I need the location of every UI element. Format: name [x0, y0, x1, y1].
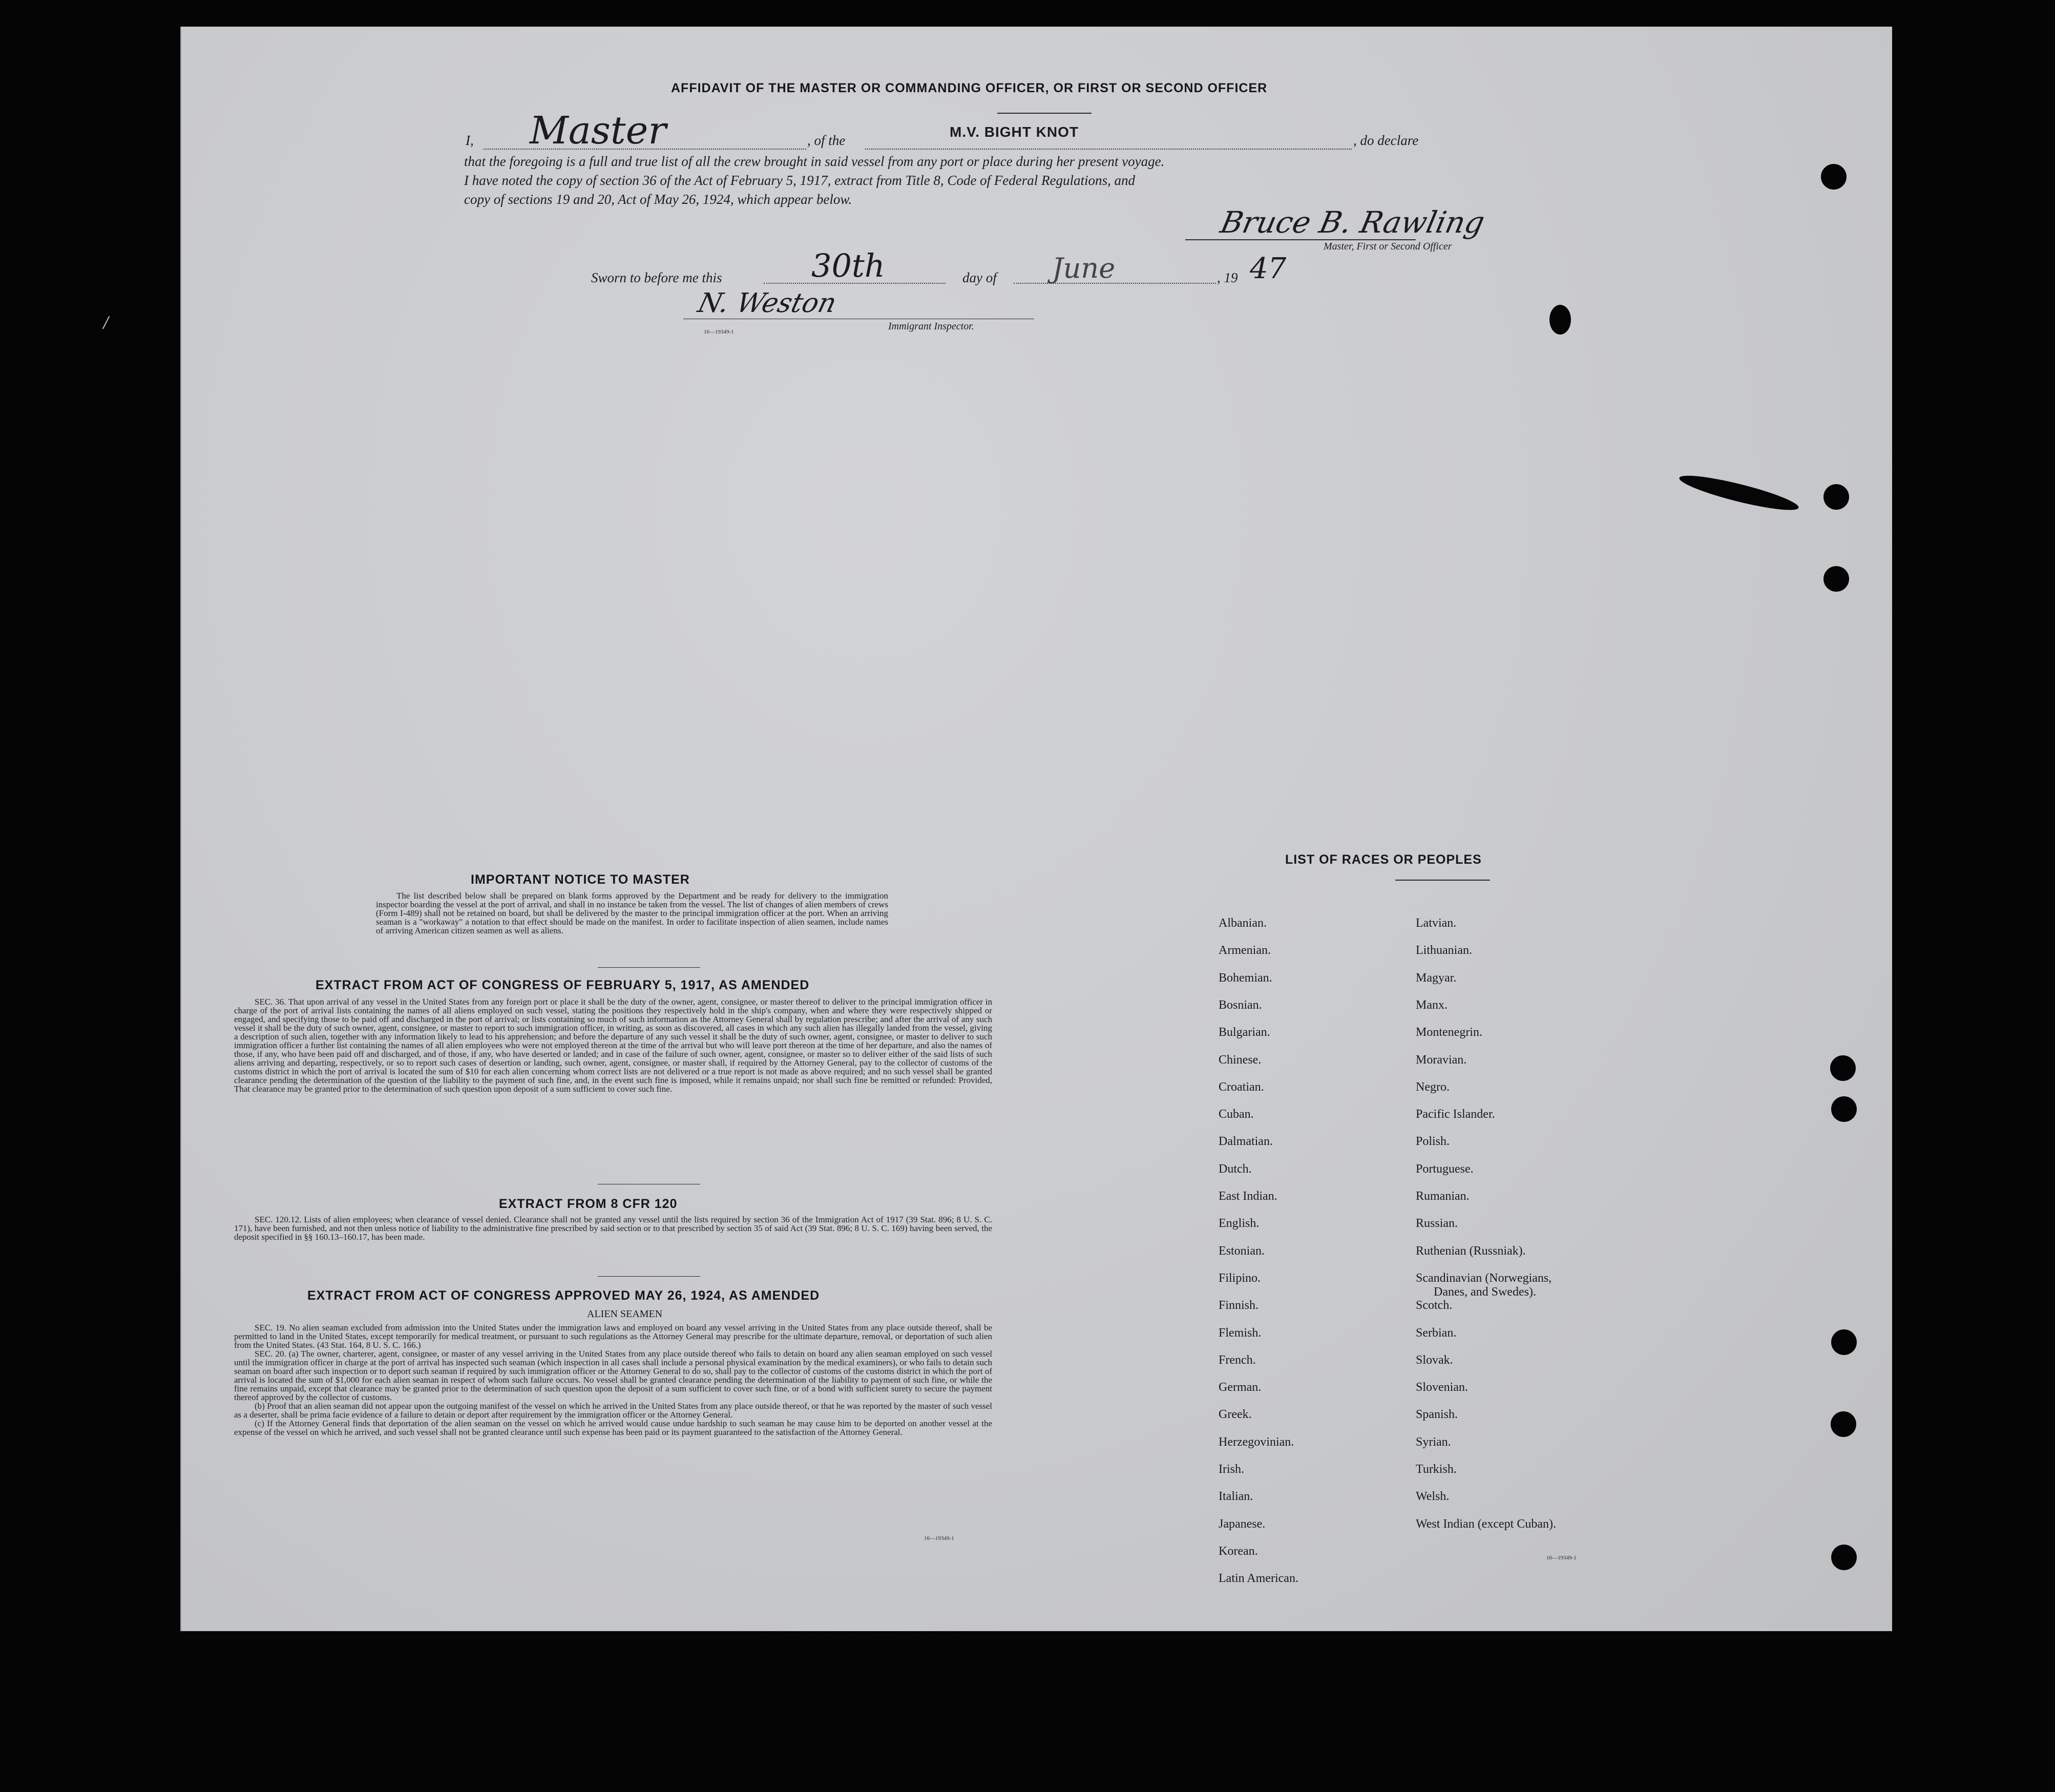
- affidavit-title: AFFIDAVIT OF THE MASTER OR COMMANDING OFFICER, OR FIRST OR SECOND OFFICER: [671, 81, 1268, 95]
- extract-1917-title: EXTRACT FROM ACT OF CONGRESS OF FEBRUARY 5, 1917, AS AMENDED: [316, 978, 810, 992]
- race-item: Dutch.: [1219, 1162, 1252, 1176]
- race-item: Albanian.: [1219, 916, 1267, 930]
- master-caption: Master, First or Second Officer: [1324, 241, 1452, 252]
- race-item: Cuban.: [1219, 1108, 1254, 1121]
- master-signature-line: [1185, 239, 1416, 240]
- race-item: Manx.: [1416, 998, 1448, 1012]
- affidavit-line-3: I have noted the copy of section 36 of the Act of February 5, 1917, extract from Title 8, Code of Federal Regulations, and: [464, 173, 1136, 188]
- race-item: Irish.: [1219, 1463, 1244, 1476]
- race-item: Slovenian.: [1416, 1381, 1468, 1394]
- notice-text: [376, 891, 888, 935]
- race-item: Croatian.: [1219, 1080, 1264, 1094]
- race-item: Moravian.: [1416, 1053, 1467, 1067]
- affidavit-line-2: that the foregoing is a full and true list of all the crew brought in said vessel from any port or place during her present voyage.: [464, 154, 1165, 169]
- race-item: Montenegrin.: [1416, 1026, 1482, 1039]
- race-item: West Indian (except Cuban).: [1416, 1517, 1556, 1531]
- year-prefix: , 19: [1217, 270, 1238, 285]
- affidavit-i: I,: [466, 133, 474, 148]
- affidavit-line-4: copy of sections 19 and 20, Act of May 26, 1924, which appear below.: [464, 192, 852, 207]
- notice-title: IMPORTANT NOTICE TO MASTER: [471, 872, 690, 887]
- punch-hole: [1831, 1096, 1857, 1122]
- affidavit-form-number: 16—19349-1: [704, 329, 734, 335]
- race-item: Polish.: [1416, 1135, 1450, 1149]
- punch-hole: [1823, 566, 1849, 592]
- race-item: English.: [1219, 1217, 1260, 1231]
- punch-hole: [1823, 484, 1849, 510]
- race-item: Flemish.: [1219, 1326, 1262, 1340]
- race-item: Serbian.: [1416, 1326, 1457, 1340]
- punch-hole: [1830, 1055, 1856, 1081]
- punch-hole: [1831, 1329, 1857, 1355]
- alien-seamen-subtitle: ALIEN SEAMEN: [587, 1308, 663, 1320]
- extract-cfr-text: [234, 1215, 992, 1241]
- affidavit-of-the: , of the: [807, 133, 846, 148]
- master-signature: Bruce B. Rawling: [1217, 205, 1488, 240]
- race-item: Scandinavian (Norwegians,: [1416, 1271, 1552, 1285]
- race-item: Finnish.: [1219, 1299, 1259, 1312]
- sec20a-paragraph: SEC. 20. (a) The owner, charterer, agent, consignee, or master of any vessel arriving in the United States from any place outside thereof who fails to detain on board any alien seaman employed on such vessel until the immigration officer in charge at the port of arrival has inspected such seaman (which inspection in all cases shall include a personal physical examination by the medical examiners), or who fails to detain such seaman on board after such inspection or to deport such seaman if required by such immigration officer or the Attorney General to do so, shall pay to the collector of customs of the customs district in which the port of arrival is located the sum of $1,000 for each alien seaman in respect of whom such failure occurs. No vessel shall be granted clearance pending the determination of the liability to payment of such fine, or while the fine remains unpaid, except that clearance may be granted prior to the determination of such question upon the deposit of a sum sufficient to cover such fine, or of a bond with sufficient surety to secure the payment thereof approved by the collector of customs.: [234, 1349, 992, 1402]
- ink-blot: [1549, 305, 1571, 335]
- extract-1924-text: [234, 1323, 992, 1436]
- race-item: Italian.: [1219, 1490, 1253, 1504]
- race-item: Korean.: [1219, 1544, 1258, 1558]
- inspector-signature: N. Weston: [695, 288, 840, 319]
- races-rule: [1395, 880, 1490, 881]
- sworn-month: June: [1052, 252, 1116, 284]
- sec36-paragraph: SEC. 36. That upon arrival of any vessel in the United States from any foreign port or place it shall be the duty of the owner, agent, consignee, or master thereof to deliver to the principal immigration officer in charge of the port of arrival lists containing the names of all aliens employed on such vessel, stating the positions they respectively hold in the ship's company, when and where they were respectively shipped or engaged, and specifying those to be paid off and discharged in the port of arrival; or lists containing so much of such information as the Attorney General shall by regulation prescribe; and after the arrival of any such vessel it shall be the duty of such owner, agent, consignee, or master to report to such immigration officer, in writing, as soon as discovered, all cases in which any such alien has illegally landed from the vessel, giving a description of such alien, together with any information likely to lead to his apprehension; and before the departure of any such vessel it shall be the duty of such owner, agent, consignee, or master to deliver to such immigration officer a further list containing the names of all alien employees who were not employed thereon at the time of the arrival but who will leave port thereon at the time of her departure, and also the names of those, if any, who have been paid off and discharged, and of those, if any, who have deserted or landed; and in case of the failure of such owner, agent, consignee, or master so to deliver either of the said lists of such aliens arriving and departing, respectively, or so to report such cases of desertion or landing, such owner, agent, consignee, or master shall, if required by the Attorney General, pay to the collector of customs of the customs district in which the port of arrival is located the sum of $10 for each alien concerning whom correct lists are not delivered or a true report is not made as above required; and no such vessel shall be granted clearance pending the determination of the question of the liability to the payment of such fine, and, in the event such fine is imposed, while it remains unpaid; nor shall such fine be remitted or refunded: Provided, That clearance may be granted prior to the determination of such question upon deposit of a sum sufficient to cover such fine.: [234, 997, 992, 1094]
- race-item: Lithuanian.: [1416, 944, 1472, 957]
- race-item: Greek.: [1219, 1408, 1252, 1422]
- race-item: Dalmatian.: [1219, 1135, 1273, 1149]
- race-item: Negro.: [1416, 1080, 1450, 1094]
- races-form-number: 16—19349-1: [1546, 1555, 1577, 1561]
- race-item: East Indian.: [1219, 1190, 1277, 1203]
- race-item: Latvian.: [1416, 916, 1457, 930]
- race-item: Filipino.: [1219, 1271, 1261, 1285]
- sec19-paragraph: SEC. 19. No alien seaman excluded from admission into the United States under the immigration laws and employed on board any vessel arriving in the United States from any place outside thereof, shall be permitted to land in the United States, except temporarily for medical treatment, or pursuant to such regulations as the Attorney General may prescribe for the ultimate departure, removal, or deportation of such alien from the United States. (43 Stat. 164, 8 U. S. C. 166.): [234, 1323, 992, 1350]
- race-item: Scotch.: [1416, 1299, 1453, 1312]
- race-item: Spanish.: [1416, 1408, 1458, 1422]
- day-of: day of: [962, 270, 997, 285]
- extract-cfr-rule: [598, 1276, 700, 1277]
- race-item: Armenian.: [1219, 944, 1271, 957]
- punch-hole: [1821, 164, 1847, 190]
- manifest-page: [103, 27, 1892, 1631]
- sworn-prefix: Sworn to before me this: [591, 270, 722, 285]
- race-item: Russian.: [1416, 1217, 1458, 1231]
- sec20b-paragraph: (b) Proof that an alien seaman did not appear upon the outgoing manifest of the vessel on which he arrived in the United States from any place outside thereof, or that he was reported by the master of such vessel as a deserter, shall be prima facie evidence of a failure to detain or deport after requirement by the immigration officer or the Attorney General.: [234, 1401, 992, 1420]
- race-item: Ruthenian (Russniak).: [1416, 1244, 1526, 1258]
- race-item: Welsh.: [1416, 1490, 1450, 1504]
- extract-1917-text: [234, 997, 992, 1093]
- sworn-day: 30th: [811, 247, 885, 284]
- sec20c-paragraph: (c) If the Attorney General finds that deportation of the alien seaman on the vessel on which he arrived would cause undue hardship to such seaman he may cause him to be deported on another vessel at the expense of the vessel on which he arrived, and such vessel shall not be granted clearance until such expense has been paid or its payment guaranteed to the satisfaction of the Attorney General.: [234, 1419, 992, 1437]
- race-item: Herzegovinian.: [1219, 1435, 1294, 1449]
- year-suffix: 47: [1250, 252, 1287, 285]
- inspector-caption: Immigrant Inspector.: [888, 321, 974, 332]
- punch-hole: [1831, 1545, 1857, 1570]
- margin-mark: /: [103, 314, 109, 331]
- race-item: Rumanian.: [1416, 1190, 1470, 1203]
- race-item: Pacific Islander.: [1416, 1108, 1495, 1121]
- notice-paragraph: The list described below shall be prepared on blank forms approved by the Department and be ready for delivery to the immigration inspector boarding the vessel at the port of arrival, and shall in no instance be taken from the vessel. The list of changes of alien members of crews (Form I-489) shall not be retained on board, but shall be delivered by the master to the principal immigration officer at the port. When an arriving seaman is a "workaway" a notation to that effect should be made on the manifest. In order to facilitate inspection of alien seamen, include names of arriving American citizen seamen as well as aliens.: [376, 891, 888, 935]
- extract-1924-title: EXTRACT FROM ACT OF CONGRESS APPROVED MAY 26, 1924, AS AMENDED: [307, 1288, 820, 1303]
- race-item: Chinese.: [1219, 1053, 1262, 1067]
- race-item: French.: [1219, 1353, 1256, 1367]
- race-item: Bosnian.: [1219, 998, 1262, 1012]
- race-item: Bohemian.: [1219, 971, 1272, 985]
- race-item: Portuguese.: [1416, 1162, 1474, 1176]
- race-item: German.: [1219, 1381, 1262, 1394]
- race-item: Latin American.: [1219, 1572, 1298, 1586]
- races-title: LIST OF RACES OR PEOPLES: [1285, 852, 1482, 867]
- title-rule: [997, 113, 1092, 114]
- extract-cfr-title: EXTRACT FROM 8 CFR 120: [499, 1197, 678, 1211]
- vessel-name: M.V. BIGHT KNOT: [950, 124, 1079, 140]
- race-item: Danes, and Swedes).: [1434, 1285, 1536, 1299]
- race-item: Magyar.: [1416, 971, 1457, 985]
- officer-handwritten: Master: [530, 109, 666, 153]
- race-item: Turkish.: [1416, 1463, 1457, 1476]
- extract-1924-form-number: 16—19349-1: [924, 1535, 954, 1541]
- race-item: Slovak.: [1416, 1353, 1453, 1367]
- race-item: Japanese.: [1219, 1517, 1266, 1531]
- vessel-line: [865, 149, 1352, 150]
- race-item: Syrian.: [1416, 1435, 1451, 1449]
- notice-rule: [598, 967, 700, 968]
- punch-hole: [1831, 1411, 1856, 1437]
- race-item: Bulgarian.: [1219, 1026, 1270, 1039]
- race-item: Estonian.: [1219, 1244, 1265, 1258]
- sec120-paragraph: SEC. 120.12. Lists of alien employees; when clearance of vessel denied. Clearance shall not be granted any vessel until the lists required by section 36 of the Immigration Act of 1917 (39 Stat. 896; 8 U. S. C. 171), have been furnished, and not then unless notice of liability to the administrative fine prescribed by said section or to that prescribed by section 35 of said Act (39 Stat. 896; 8 U. S. C. 169) having been served, the deposit specified in §§ 160.13–160.17, has been made.: [234, 1215, 992, 1242]
- do-declare: , do declare: [1353, 133, 1419, 148]
